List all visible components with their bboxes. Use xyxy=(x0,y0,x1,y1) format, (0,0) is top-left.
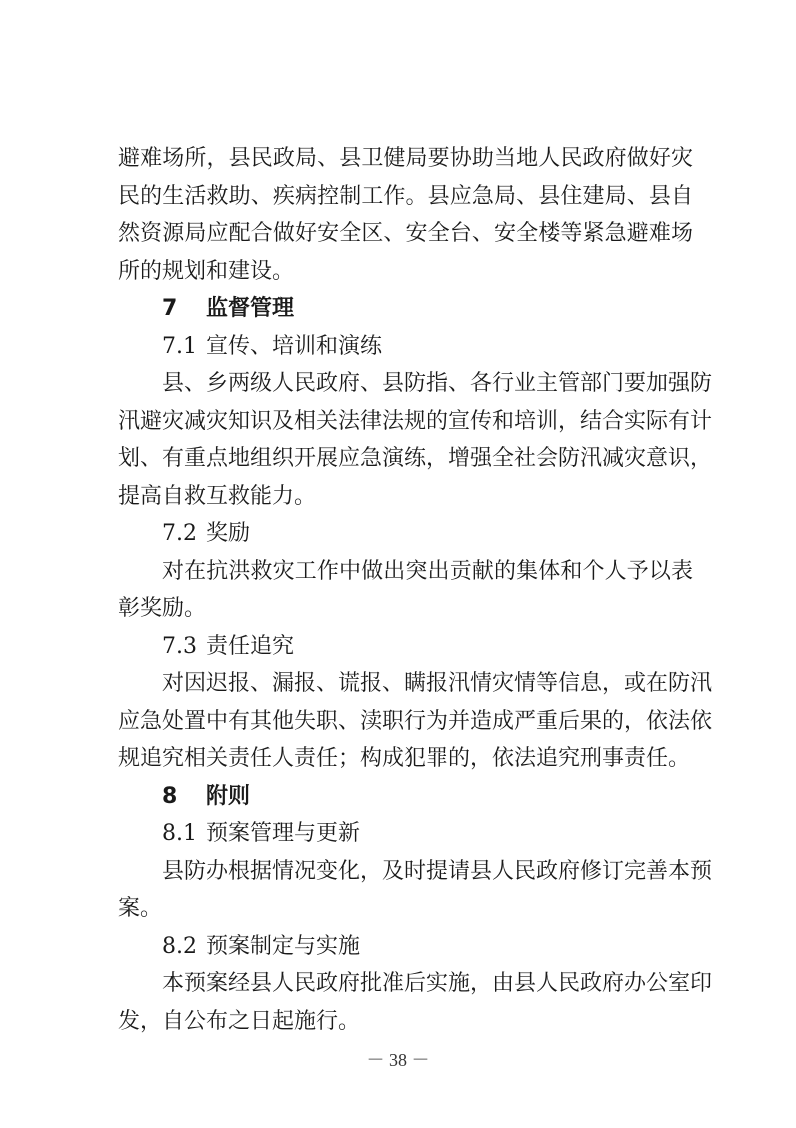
paragraph-line: 发，自公布之日起施行。 xyxy=(118,1008,361,1034)
section-number: 7.3 xyxy=(162,633,197,659)
section-number: 8 xyxy=(162,783,178,809)
section-title: 预案管理与更新 xyxy=(206,821,361,846)
page-number: － 38 － xyxy=(366,1050,430,1070)
section-title: 预案制定与实施 xyxy=(206,933,361,959)
paragraph-line: 本预案经县人民政府批准后实施，由县人民政府办公室印 xyxy=(162,971,713,996)
section-7-2-heading xyxy=(118,515,693,553)
paragraph-line: 避难场所，县民政局、县卫健局要协助当地人民政府做好灾 xyxy=(118,146,693,171)
paragraph-line: 应急处置中有其他失职、渎职行为并造成严重后果的，依法依 xyxy=(118,708,713,734)
section-7-3-body xyxy=(118,665,713,778)
paragraph-line: 汛避灾减灾知识及相关法律法规的宣传和培训，结合实际有计 xyxy=(118,408,713,434)
paragraph-line: 对在抗洪救灾工作中做出突出贡献的集体和个人予以表 xyxy=(162,558,693,584)
continuation-paragraph xyxy=(118,140,693,290)
section-8-2-body xyxy=(118,965,713,1040)
section-number: 8.2 xyxy=(162,933,197,959)
paragraph-line: 划、有重点地组织开展应急演练，增强全社会防汛减灾意识， xyxy=(118,446,713,471)
section-7-1-heading xyxy=(118,328,693,366)
paragraph-line: 规追究相关责任人责任；构成犯罪的，依法追究刑事责任。 xyxy=(118,746,691,771)
paragraph-line: 提高自救互救能力。 xyxy=(118,483,317,509)
paragraph-line: 彰奖励。 xyxy=(118,596,207,621)
section-number: 7.2 xyxy=(162,521,197,546)
section-8-1-heading xyxy=(118,815,693,853)
paragraph-line: 案。 xyxy=(118,896,163,921)
section-number: 8.1 xyxy=(162,821,197,846)
section-8-1-body xyxy=(118,853,713,928)
section-title: 奖励 xyxy=(206,521,251,546)
section-7-1-body xyxy=(118,365,713,515)
section-title: 监督管理 xyxy=(206,296,295,321)
paragraph-line: 所的规划和建设。 xyxy=(118,258,295,284)
paragraph-line: 县、乡两级人民政府、县防指、各行业主管部门要加强防 xyxy=(162,371,713,396)
section-8-2-heading xyxy=(118,928,693,966)
section-title: 责任追究 xyxy=(206,633,295,659)
paragraph-line: 对因迟报、漏报、谎报、瞒报汛情灾情等信息，或在防汛 xyxy=(162,671,713,696)
section-7-2-body xyxy=(118,553,693,628)
paragraph-line: 然资源局应配合做好安全区、安全台、安全楼等紧急避难场 xyxy=(118,221,693,246)
section-7-3-heading xyxy=(118,628,693,666)
document-page xyxy=(118,140,713,1040)
paragraph-line: 民的生活救助、疾病控制工作。县应急局、县住建局、县自 xyxy=(118,183,693,209)
section-8-heading xyxy=(118,778,693,816)
section-title: 附则 xyxy=(206,783,251,809)
paragraph-line: 县防办根据情况变化，及时提请县人民政府修订完善本预 xyxy=(162,858,713,884)
section-number: 7.1 xyxy=(162,333,197,359)
section-number: 7 xyxy=(162,296,178,321)
section-7-heading xyxy=(118,290,693,328)
section-title: 宣传、培训和演练 xyxy=(206,333,383,359)
